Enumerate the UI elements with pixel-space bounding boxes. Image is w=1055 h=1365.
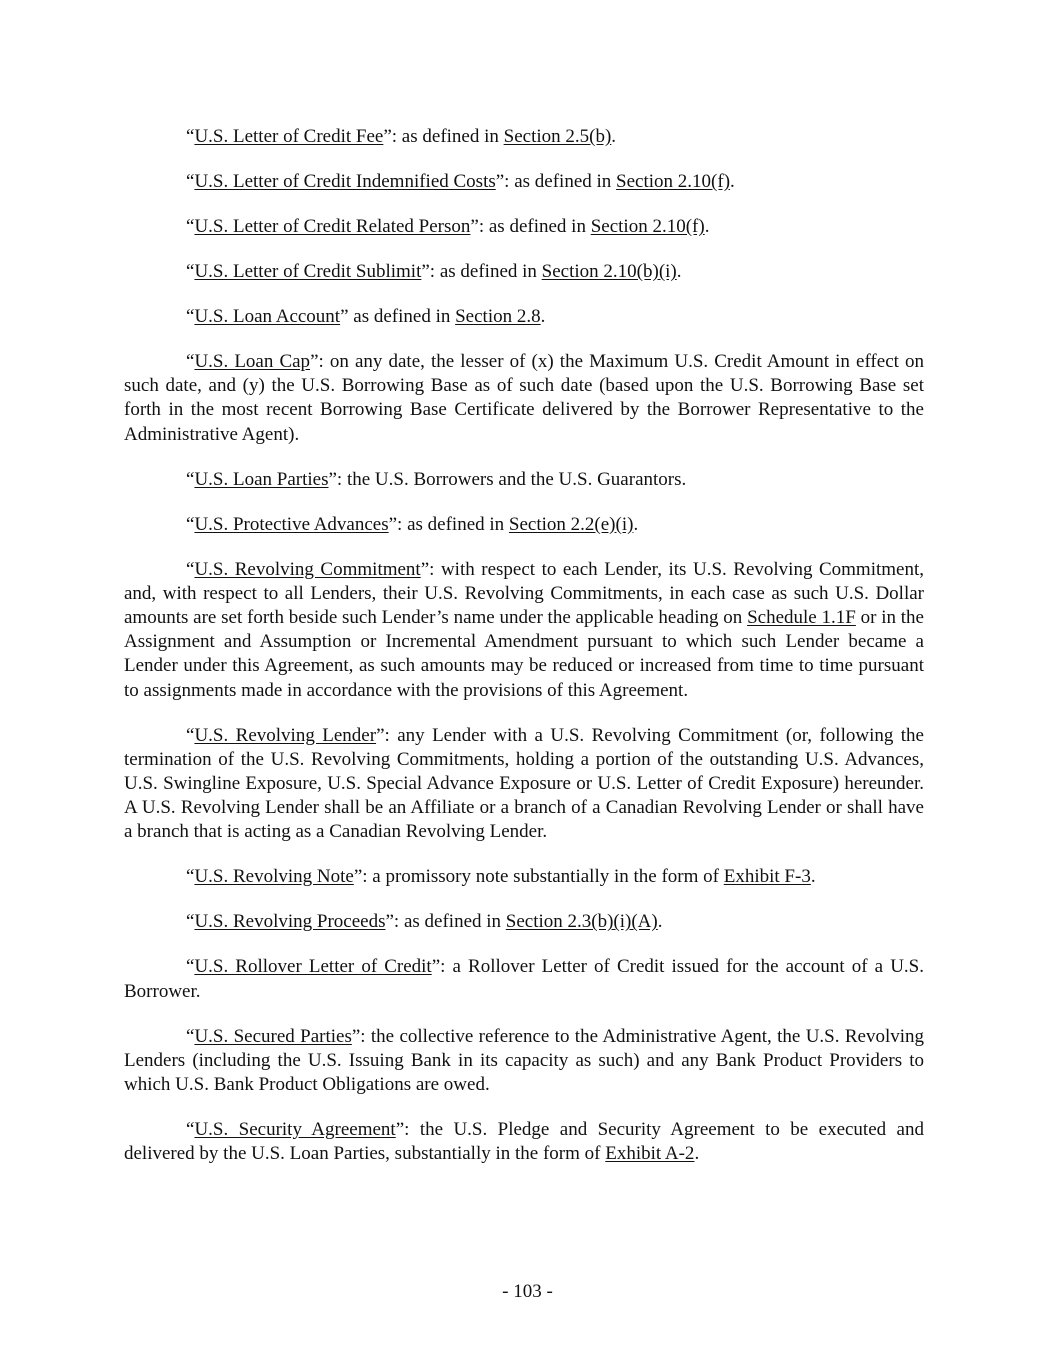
cross-reference: Section 2.10(b)(i) — [541, 261, 677, 282]
definition-text: ”: with respect to each Lender, its U.S. Revolving Commitment, and, with respect to all Lenders, their U.S. Revolving Commitments, in each case as such U.S. Dollar amounts are set forth beside such Lender’s name under the applicable heading on — [124, 558, 924, 629]
definition-us-letter-of-credit-fee: “U.S. Letter of Credit Fee”: as defined in Section 2.5(b). — [186, 126, 617, 147]
defined-term: U.S. Loan Account — [194, 306, 341, 327]
definition-text: ”: a Rollover Letter of Credit issued for the account of a U.S. Borrower. — [124, 956, 924, 1002]
definition-us-revolving-commitment: “U.S. Revolving Commitment”: with respect to each Lender, its U.S. Revolving Commitment, and, with respect to all Lenders, their U.S. Revolving Commitments, in each case as such U.S. Dollar amounts are set forth beside such Lender’s name under the applicable heading on Schedule 1.1F or in the Assignment and Assumption or Incremental Amendment pursuant to which such Lender became a Lender under this Agreement, as such amounts may be reduced or increased from time to time pursuant to assignments made in accordance with the provisions of this Agreement. — [124, 558, 924, 701]
cross-reference: Section 2.10(f) — [616, 171, 731, 192]
cross-reference: Exhibit A-2 — [605, 1143, 695, 1165]
definition-us-protective-advances: “U.S. Protective Advances”: as defined in Section 2.2(e)(i). — [186, 513, 639, 535]
cross-reference: Section 2.2(e)(i) — [508, 513, 634, 535]
definition-text: ”: a promissory note substantially in the form of — [353, 866, 724, 888]
definition-tail: . — [730, 171, 735, 192]
definitions-list — [124, 125, 924, 1187]
cross-reference: Section 2.8 — [455, 306, 541, 327]
defined-term: U.S. Loan Parties — [194, 468, 329, 490]
definition-tail: . — [611, 126, 617, 147]
definition-text: ”: as defined in — [421, 261, 542, 282]
defined-term: U.S. Loan Cap — [194, 351, 311, 372]
cross-reference: Exhibit F-3 — [723, 866, 811, 888]
definition-us-letter-of-credit-related-person: “U.S. Letter of Credit Related Person”: as defined in Section 2.10(f). — [186, 216, 710, 237]
definition-text: ”: any Lender with a U.S. Revolving Commitment (or, following the termination of the U.S. Revolving Commitments, holding a portion of the outstanding U.S. Advances, U.S. Swingline Exposure, U.S. Special Advance Exposure or U.S. Letter of Credit Exposure) hereunder. A U.S. Revolving Lender shall be an Affiliate or a branch of a Canadian Revolving Lender or shall have a branch that is acting as a Canadian Revolving Lender. — [124, 724, 924, 843]
definition-us-letter-of-credit-sublimit: “U.S. Letter of Credit Sublimit”: as defined in Section 2.10(b)(i). — [186, 261, 682, 282]
page-number: - 103 - — [502, 1281, 553, 1302]
definition-text: ”: on any date, the lesser of (x) the Maximum U.S. Credit Amount in effect on such date, and (y) the U.S. Borrowing Base as of such date (based upon the U.S. Borrowing Base set forth in the most recent Borrowing Base Certificate delivered by the Borrower Representative to the Administrative Agent). — [124, 351, 925, 445]
defined-term: U.S. Revolving Note — [194, 866, 354, 888]
definition-us-secured-parties: “U.S. Secured Parties”: the collective reference to the Administrative Agent, the U.S. Revolving Lenders (including the U.S. Issuing Bank in its capacity as such) and any Bank Product Providers to which U.S. Bank Product Obligations are owed. — [124, 1025, 924, 1096]
definition-text: ”: as defined in — [495, 171, 617, 192]
defined-term: U.S. Revolving Proceeds — [194, 911, 386, 933]
definition-us-loan-cap: “U.S. Loan Cap”: on any date, the lesser of (x) the Maximum U.S. Credit Amount in effect on such date, and (y) the U.S. Borrowing Base as of such date (based upon the U.S. Borrowing Base set forth in the most recent Borrowing Base Certificate delivered by the Borrower Representative to the Administrative Agent). — [124, 351, 925, 445]
definition-text: ”: the U.S. Borrowers and the U.S. Guarantors. — [328, 468, 687, 490]
definition-tail: . — [676, 261, 682, 282]
definition-us-security-agreement: “U.S. Security Agreement”: the U.S. Pledge and Security Agreement to be executed and delivered by the U.S. Loan Parties, substantially in the form of Exhibit A-2. — [124, 1119, 924, 1165]
cross-reference: Section 2.5(b) — [503, 126, 612, 147]
cross-reference: Section 2.10(f) — [590, 216, 705, 237]
definition-tail: . — [694, 1143, 700, 1165]
definition-text: ”: as defined in — [383, 126, 504, 147]
definition-us-revolving-proceeds: “U.S. Revolving Proceeds”: as defined in Section 2.3(b)(i)(A). — [186, 911, 663, 933]
definition-us-loan-account: “U.S. Loan Account” as defined in Section 2.8. — [186, 306, 546, 327]
definition-us-letter-of-credit-indemnified-costs: “U.S. Letter of Credit Indemnified Costs”: as defined in Section 2.10(f). — [186, 171, 735, 192]
defined-term: U.S. Security Agreement — [194, 1119, 396, 1141]
defined-term: U.S. Letter of Credit Sublimit — [194, 261, 422, 282]
defined-term: U.S. Rollover Letter of Credit — [194, 956, 432, 978]
definition-tail: . — [704, 216, 710, 237]
definition-text: ”: the collective reference to the Administrative Agent, the U.S. Revolving Lenders (including the U.S. Issuing Bank in its capacity as such) and any Bank Product Providers to which U.S. Bank Product Obligations are owed. — [124, 1025, 924, 1096]
defined-term: U.S. Revolving Lender — [194, 724, 377, 746]
definition-us-revolving-lender: “U.S. Revolving Lender”: any Lender with a U.S. Revolving Commitment (or, following the termination of the U.S. Revolving Commitments, holding a portion of the outstanding U.S. Advances, U.S. Swingline Exposure, U.S. Special Advance Exposure or U.S. Letter of Credit Exposure) hereunder. A U.S. Revolving Lender shall be an Affiliate or a branch of a Canadian Revolving Lender or shall have a branch that is acting as a Canadian Revolving Lender. — [124, 724, 924, 843]
definition-tail: . — [657, 911, 663, 933]
defined-term: U.S. Protective Advances — [194, 513, 389, 535]
defined-term: U.S. Revolving Commitment — [194, 558, 421, 580]
definition-text: ”: as defined in — [388, 513, 509, 535]
definition-us-revolving-note: “U.S. Revolving Note”: a promissory note substantially in the form of Exhibit F-3. — [186, 866, 816, 888]
definition-tail: . — [810, 866, 816, 888]
definition-tail: . — [633, 513, 639, 535]
cross-reference: Schedule 1.1F — [747, 607, 856, 629]
definition-text: ”: the U.S. Pledge and Security Agreement to be executed and delivered by the U.S. Loan Parties, substantially in the form of — [124, 1119, 924, 1165]
definition-tail: or in the Assignment and Assumption or Incremental Amendment pursuant to which such Lender became a Lender under this Agreement, as such amounts may be reduced or increased from time to time pursuant to assignments made in accordance with the provisions of this Agreement. — [124, 607, 924, 701]
definition-us-rollover-letter-of-credit: “U.S. Rollover Letter of Credit”: a Rollover Letter of Credit issued for the account of a U.S. Borrower. — [124, 956, 924, 1002]
definition-text: ”: as defined in — [385, 911, 506, 933]
cross-reference: Section 2.3(b)(i)(A) — [505, 911, 658, 933]
defined-term: U.S. Letter of Credit Indemnified Costs — [194, 171, 496, 192]
defined-term: U.S. Letter of Credit Related Person — [194, 216, 471, 237]
definition-us-loan-parties: “U.S. Loan Parties”: the U.S. Borrowers and the U.S. Guarantors. — [186, 468, 687, 490]
definition-tail: . — [540, 306, 546, 327]
defined-term: U.S. Letter of Credit Fee — [194, 126, 384, 147]
definition-text: ”: as defined in — [470, 216, 591, 237]
definition-text: ” as defined in — [340, 306, 456, 327]
defined-term: U.S. Secured Parties — [194, 1025, 352, 1047]
